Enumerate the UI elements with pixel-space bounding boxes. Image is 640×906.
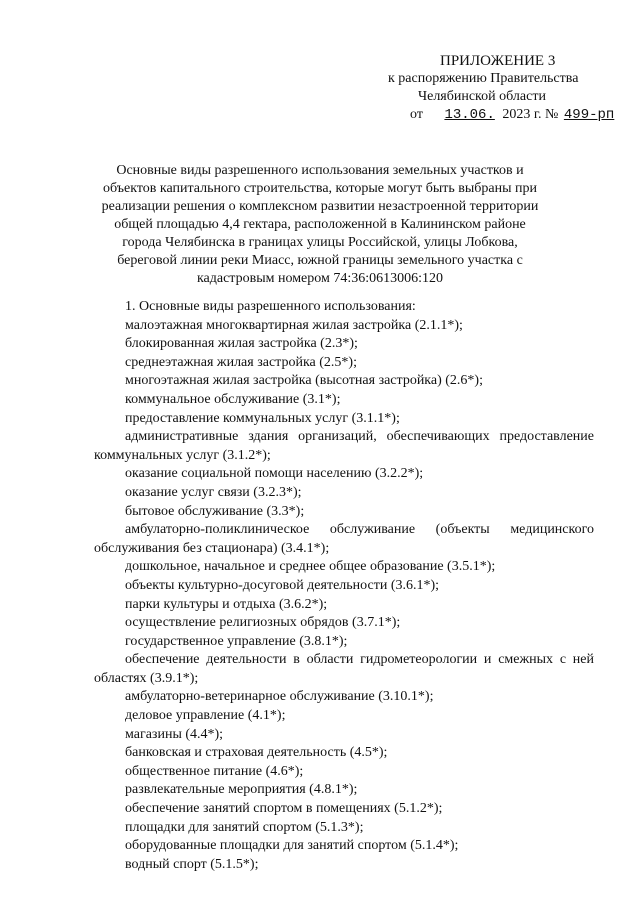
- order-date: 13.06.: [444, 107, 495, 123]
- list-item: предоставление коммунальных услуг (3.1.1*);: [125, 410, 400, 426]
- list-item: развлекательные мероприятия (4.8.1*);: [125, 782, 358, 798]
- list-item: оборудованные площадки для занятий спортом (5.1.4*);: [125, 838, 459, 854]
- section-heading: 1. Основные виды разрешенного использования:: [125, 299, 416, 314]
- list-item: коммунальное обслуживание (3.1*);: [125, 391, 341, 407]
- list-item: государственное управление (3.8.1*);: [125, 633, 348, 649]
- list-item: оказание социальной помощи населению (3.2.2*);: [125, 466, 424, 482]
- list-item: магазины (4.4*);: [125, 726, 224, 742]
- number-label: №: [545, 107, 559, 122]
- list-item: банковская и страховая деятельность (4.5*);: [125, 745, 388, 761]
- appendix-header: [388, 52, 628, 124]
- date-prefix: от: [410, 107, 423, 122]
- order-number: 499-рп: [563, 107, 615, 123]
- list-item: административные здания организаций, обеспечивающих предоставление коммунальных услуг (3.1.2*);: [94, 429, 594, 463]
- list-item: объекты культурно-досуговой деятельности (3.6.1*);: [125, 577, 440, 593]
- list-item: бытовое обслуживание (3.3*);: [125, 503, 305, 519]
- list-item: общественное питание (4.6*);: [125, 763, 304, 779]
- list-item: амбулаторно-поликлиническое обслуживание (объекты медицинского обслуживания без стационара) (3.4.1*);: [94, 522, 594, 556]
- list-item: водный спорт (5.1.5*);: [125, 856, 259, 872]
- list-item: амбулаторно-ветеринарное обслуживание (3.10.1*);: [125, 689, 434, 705]
- list-item: среднеэтажная жилая застройка (2.5*);: [125, 354, 357, 370]
- list-item: обеспечение занятий спортом в помещениях (5.1.2*);: [125, 801, 443, 817]
- list-item: площадки для занятий спортом (5.1.3*);: [125, 819, 364, 835]
- list-item: оказание услуг связи (3.2.3*);: [125, 484, 302, 500]
- list-item: многоэтажная жилая застройка (высотная застройка) (2.6*);: [125, 373, 483, 389]
- list-item: обеспечение деятельности в области гидрометеорологии и смежных с ней областях (3.9.1*);: [94, 652, 594, 686]
- appendix-title: ПРИЛОЖЕНИЕ 3: [440, 53, 556, 69]
- permitted-uses-list: [94, 298, 594, 874]
- appendix-line-order: к распоряжению Правительства: [388, 71, 579, 86]
- list-item: малоэтажная многоквартирная жилая застройка (2.1.1*);: [125, 317, 463, 333]
- appendix-date-line: [410, 106, 628, 124]
- appendix-line-region: Челябинской области: [418, 89, 546, 104]
- list-item: блокированная жилая застройка (2.3*);: [125, 336, 358, 352]
- list-item: парки культуры и отдыха (3.6.2*);: [125, 596, 328, 612]
- order-year: 2023 г.: [502, 107, 542, 122]
- list-item: деловое управление (4.1*);: [125, 708, 286, 724]
- list-item: дошкольное, начальное и среднее общее образование (3.5.1*);: [125, 559, 496, 575]
- list-item: осуществление религиозных обрядов (3.7.1*);: [125, 615, 401, 631]
- document-title: Основные виды разрешенного использования земельных участков и объектов капитального строительства, которые могут быть выбраны при реализации решения о комплексном развитии незастроенной территории общей площадью 4,4 гектара, расположенной в Калининском районе города Челябинска в границах улицы Российской, улицы Лобкова, береговой линии реки Миасс, южной границы земельного участка с кадастровым номером 74:36:0613006:120: [101, 163, 539, 286]
